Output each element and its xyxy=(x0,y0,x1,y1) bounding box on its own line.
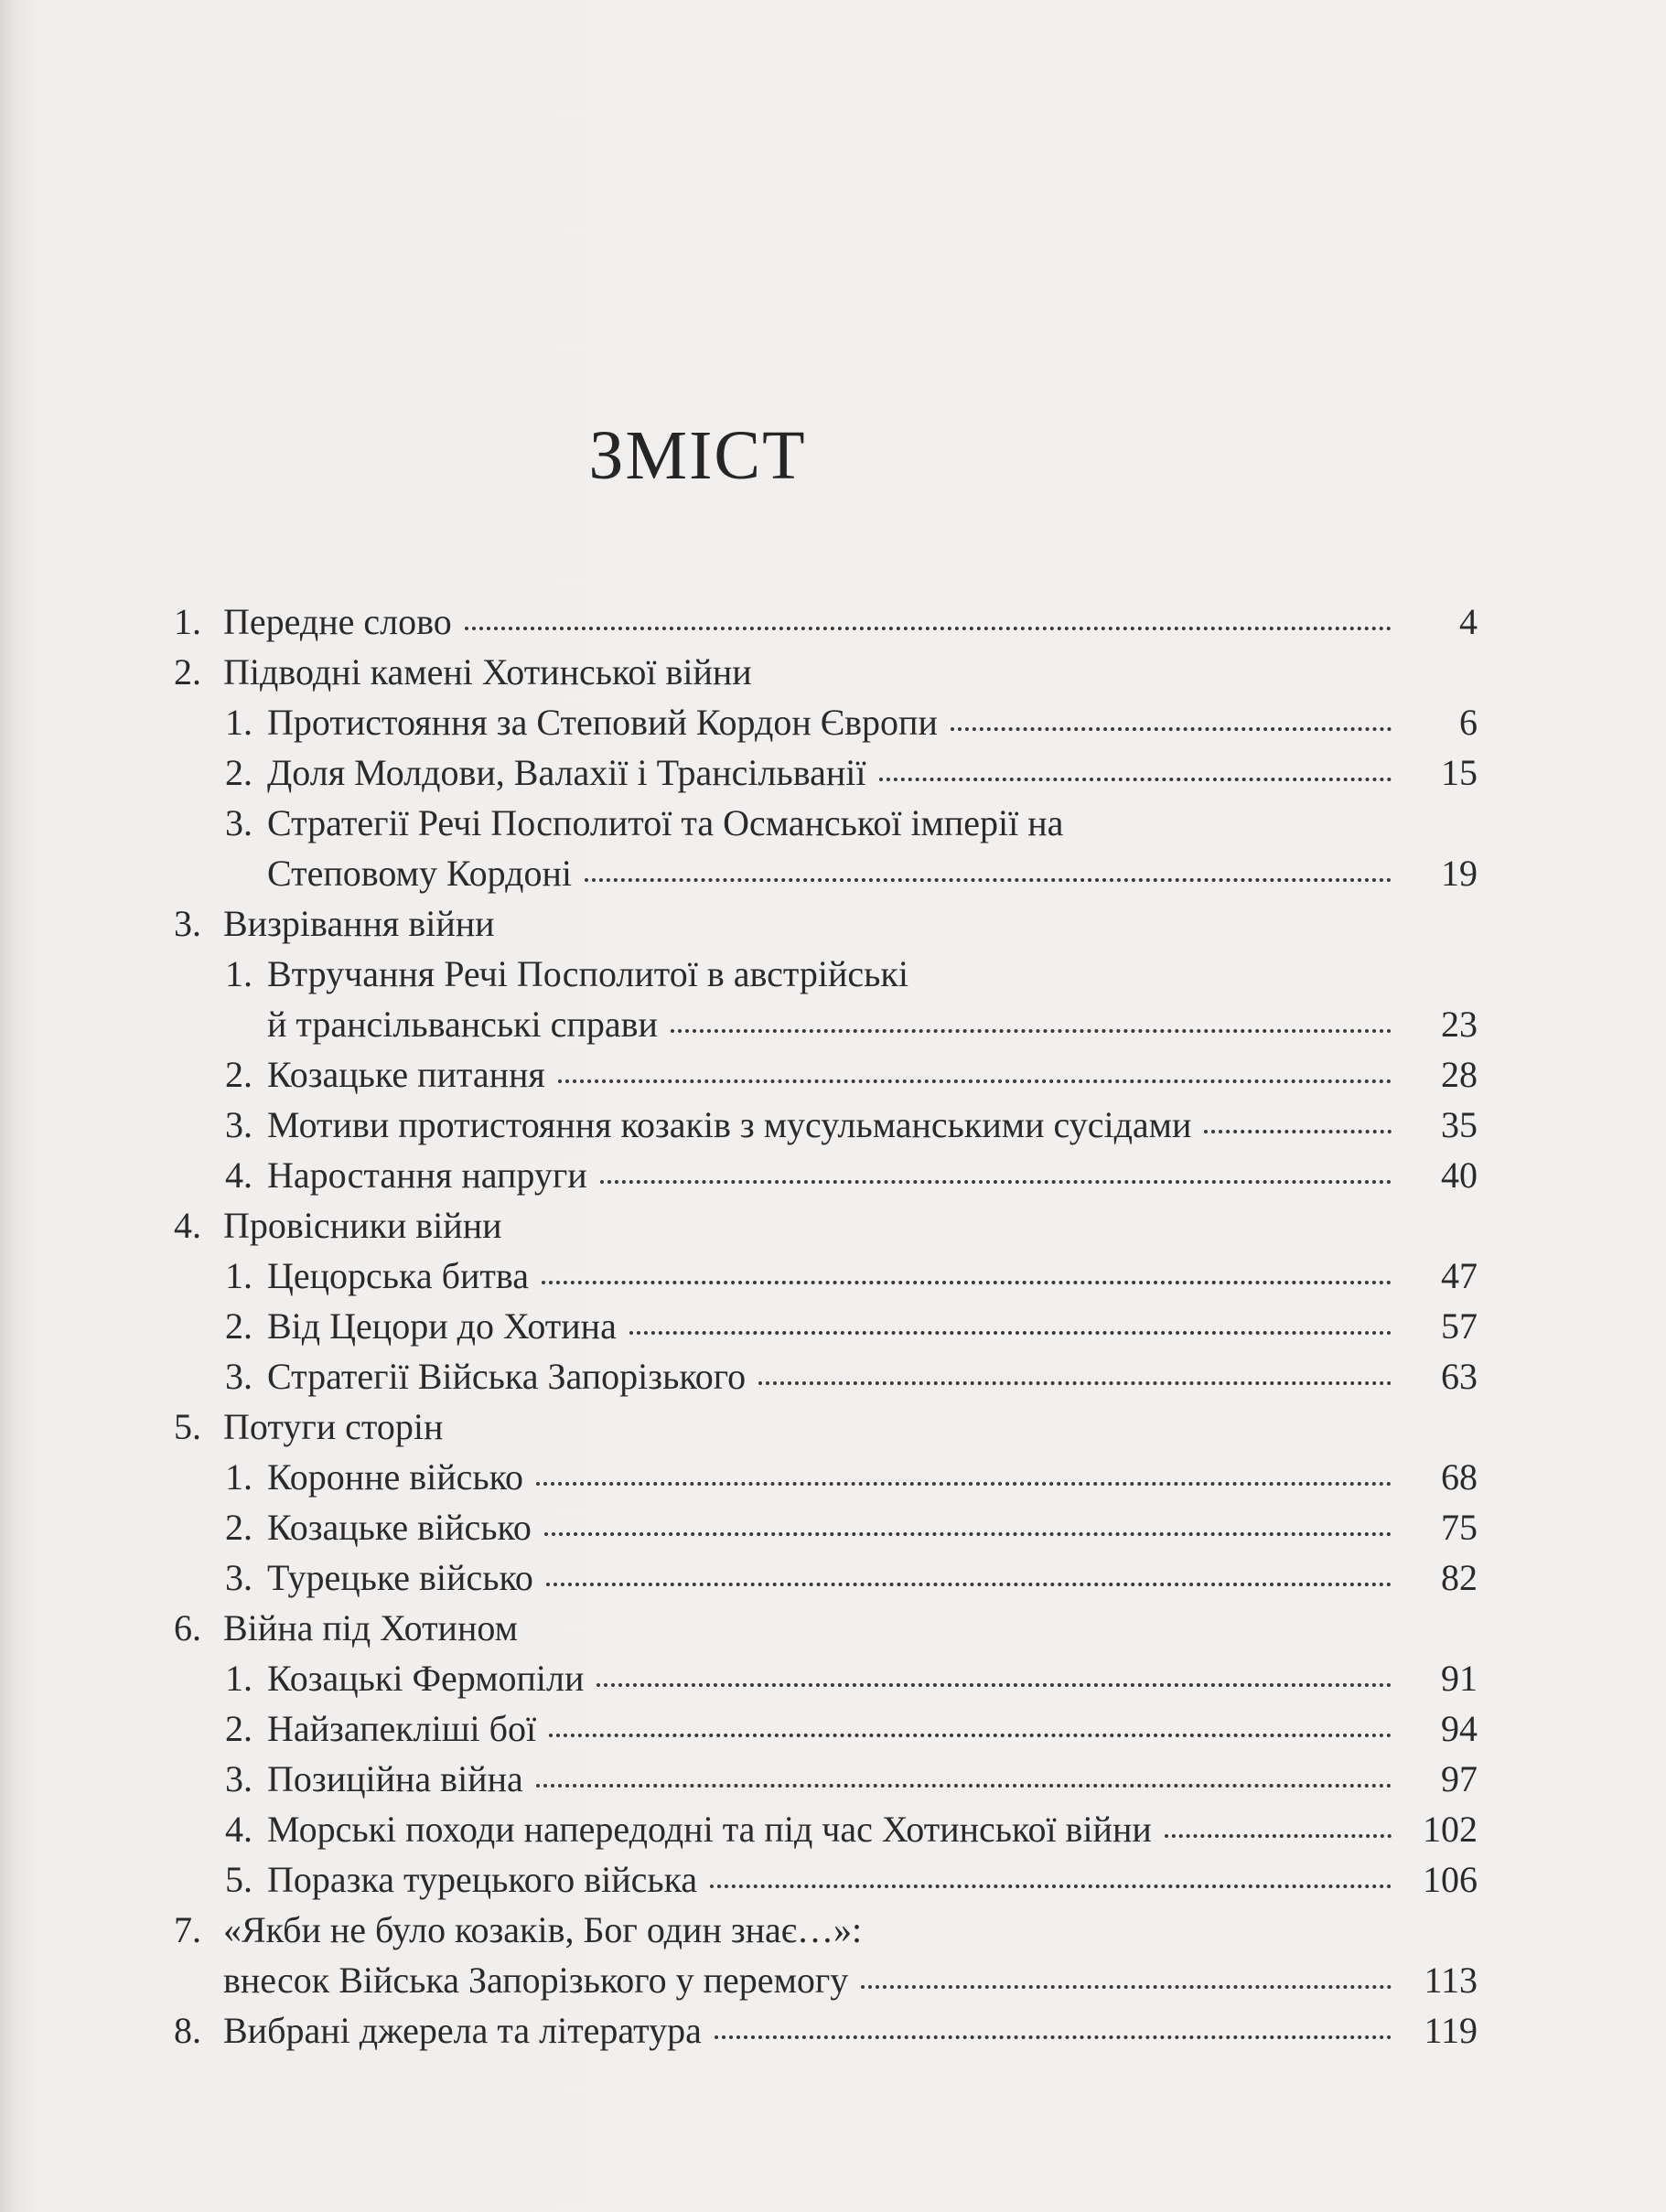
toc-entry-title: Стратегії Речі Посполитої та Османської імперії на xyxy=(267,802,1064,843)
toc-page-number: 102 xyxy=(1423,1809,1478,1850)
toc-entry-number: 5. xyxy=(174,1406,201,1447)
toc-page-number: 63 xyxy=(1441,1356,1478,1397)
toc-entry-number: 2. xyxy=(225,1708,253,1749)
toc-section xyxy=(174,1754,1478,1804)
toc-entry-number: 4. xyxy=(174,1205,201,1246)
toc-page-number: 75 xyxy=(1441,1507,1478,1548)
toc-section xyxy=(174,1251,1478,1301)
toc-entry-number: 5. xyxy=(225,1859,253,1900)
toc-page-number: 91 xyxy=(1441,1658,1478,1699)
toc-page-number: 97 xyxy=(1441,1758,1478,1799)
toc-entry-number: 3. xyxy=(225,1557,253,1598)
toc-entry-number: 2. xyxy=(225,1507,253,1548)
toc-entry-title: Найзапекліші бої xyxy=(267,1708,537,1749)
toc-chapter xyxy=(174,1905,1478,1955)
toc-chapter xyxy=(174,647,1478,697)
toc-entry-number: 3. xyxy=(174,903,201,944)
toc-entry-title: Козацьке військо xyxy=(267,1507,532,1548)
toc-entry-number: 3. xyxy=(225,802,253,843)
toc-entry-title: Наростання напруги xyxy=(267,1154,587,1196)
dot-leader xyxy=(629,1331,1392,1335)
toc-page-number: 23 xyxy=(1441,1004,1478,1045)
dot-leader xyxy=(879,778,1392,781)
toc-page-number: 68 xyxy=(1441,1456,1478,1498)
dot-leader xyxy=(758,1381,1392,1385)
toc-page-number: 82 xyxy=(1441,1557,1478,1598)
toc-entry-title: Війна під Хотином xyxy=(223,1607,518,1648)
toc-entry-title: Козацькі Фермопіли xyxy=(267,1658,585,1699)
toc-entry-title: «Якби не було козаків, Бог один знає…»: xyxy=(223,1909,863,1950)
toc-entry-title: Поразка турецького війська xyxy=(267,1859,698,1900)
toc-entry-title: Морські походи напередодні та під час Хотинської війни xyxy=(267,1809,1152,1850)
dot-leader xyxy=(710,1884,1392,1888)
dot-leader xyxy=(600,1180,1392,1184)
toc-entry-number: 1. xyxy=(225,1255,253,1296)
toc-section xyxy=(174,1301,1478,1351)
toc-entry-title: Доля Молдови, Валахії і Трансільванії xyxy=(267,752,866,793)
toc-entry-number: 1. xyxy=(174,601,201,642)
toc-page-number: 35 xyxy=(1441,1104,1478,1145)
toc-page-number: 113 xyxy=(1424,1960,1478,2001)
toc-page-number: 94 xyxy=(1441,1708,1478,1749)
dot-leader xyxy=(1204,1130,1392,1133)
toc-entry-title: Турецьке військо xyxy=(267,1557,533,1598)
toc-entry-number: 4. xyxy=(225,1809,253,1850)
toc-page-number: 19 xyxy=(1441,853,1478,894)
toc-page-number: 15 xyxy=(1441,752,1478,793)
toc-entry-title: Провісники війни xyxy=(223,1205,502,1246)
dot-leader xyxy=(951,727,1392,731)
dot-leader xyxy=(536,1482,1392,1486)
toc-section xyxy=(174,1049,1478,1100)
toc-entry-number: 4. xyxy=(225,1154,253,1196)
toc-entry-number: 1. xyxy=(225,953,253,994)
toc-page-number: 4 xyxy=(1459,601,1478,642)
toc-entry-title: Передне слово xyxy=(223,601,452,642)
toc-chapter xyxy=(174,1200,1478,1251)
toc-section xyxy=(174,1150,1478,1200)
dot-leader xyxy=(544,1532,1392,1536)
toc-entry-number: 3. xyxy=(225,1758,253,1799)
toc-entry-number: 7. xyxy=(174,1909,201,1950)
toc-section xyxy=(174,999,1478,1049)
toc-chapter xyxy=(174,596,1478,647)
dot-leader xyxy=(861,1985,1392,1989)
toc-entry-title: Підводні камені Хотинської війни xyxy=(223,651,752,693)
toc-entry-title: Степовому Кордоні xyxy=(267,853,572,894)
toc-entry-title: Позиційна війна xyxy=(267,1758,523,1799)
dot-leader xyxy=(549,1734,1392,1737)
dot-leader xyxy=(585,878,1392,882)
toc-chapter xyxy=(174,2005,1478,2056)
toc-page-number: 47 xyxy=(1441,1255,1478,1296)
toc-section xyxy=(174,1351,1478,1401)
toc-section xyxy=(174,949,1478,999)
dot-leader xyxy=(465,627,1392,630)
toc-entry-number: 3. xyxy=(225,1104,253,1145)
toc-entry-number: 8. xyxy=(174,2010,201,2051)
toc-section xyxy=(174,1703,1478,1754)
toc-entry-title: Мотиви протистояння козаків з мусульманськими сусідами xyxy=(267,1104,1192,1145)
dot-leader xyxy=(558,1079,1392,1083)
toc-entry-title: Визрівання війни xyxy=(223,903,495,944)
toc-section xyxy=(174,1100,1478,1150)
toc-entry-number: 1. xyxy=(225,1456,253,1498)
toc-section xyxy=(174,848,1478,898)
toc-entry-title: Козацьке питання xyxy=(267,1054,545,1095)
toc-section xyxy=(174,1854,1478,1905)
toc-entry-number: 1. xyxy=(225,1658,253,1699)
toc-section xyxy=(174,1502,1478,1552)
table-of-contents xyxy=(174,596,1478,2056)
toc-entry-title: Цецорська битва xyxy=(267,1255,529,1296)
toc-entry-number: 2. xyxy=(225,1054,253,1095)
toc-entry-number: 1. xyxy=(225,702,253,743)
toc-entry-title: Втручання Речі Посполитої в австрійські xyxy=(267,953,908,994)
toc-entry-number: 2. xyxy=(225,752,253,793)
toc-section xyxy=(174,798,1478,848)
toc-entry-number: 6. xyxy=(174,1607,201,1648)
toc-chapter xyxy=(174,1955,1478,2005)
toc-entry-title: й трансільванські справи xyxy=(267,1004,658,1045)
toc-section xyxy=(174,697,1478,747)
toc-entry-number: 3. xyxy=(225,1356,253,1397)
toc-page-number: 40 xyxy=(1441,1154,1478,1196)
toc-page-number: 106 xyxy=(1423,1859,1478,1900)
toc-entry-title: Протистояння за Степовий Кордон Європи xyxy=(267,702,938,743)
toc-entry-number: 2. xyxy=(225,1305,253,1347)
toc-entry-title: Стратегії Війська Запорізького xyxy=(267,1356,747,1397)
toc-entry-title: Від Цецори до Хотина xyxy=(267,1305,617,1347)
dot-leader xyxy=(597,1683,1392,1687)
dot-leader xyxy=(715,2035,1392,2039)
toc-entry-number: 2. xyxy=(174,651,201,693)
toc-page-number: 28 xyxy=(1441,1054,1478,1095)
toc-section xyxy=(174,747,1478,798)
page-title: ЗМІСТ xyxy=(588,417,807,494)
toc-section xyxy=(174,1552,1478,1603)
toc-chapter xyxy=(174,1401,1478,1452)
toc-section xyxy=(174,1653,1478,1703)
dot-leader xyxy=(542,1281,1392,1284)
dot-leader xyxy=(671,1029,1392,1033)
toc-chapter xyxy=(174,898,1478,949)
toc-entry-title: Потуги сторін xyxy=(223,1406,444,1447)
toc-entry-title: Вибрані джерела та література xyxy=(223,2010,702,2051)
toc-entry-title: внесок Війська Запорізького у перемогу xyxy=(223,1960,849,2001)
toc-page-number: 6 xyxy=(1459,702,1478,743)
dot-leader xyxy=(546,1583,1392,1586)
dot-leader xyxy=(1165,1834,1392,1838)
toc-chapter xyxy=(174,1603,1478,1653)
toc-section xyxy=(174,1804,1478,1854)
toc-section xyxy=(174,1452,1478,1502)
toc-entry-title: Коронне військо xyxy=(267,1456,524,1498)
toc-page-number: 57 xyxy=(1441,1305,1478,1347)
dot-leader xyxy=(536,1784,1392,1788)
toc-page-number: 119 xyxy=(1424,2010,1478,2051)
